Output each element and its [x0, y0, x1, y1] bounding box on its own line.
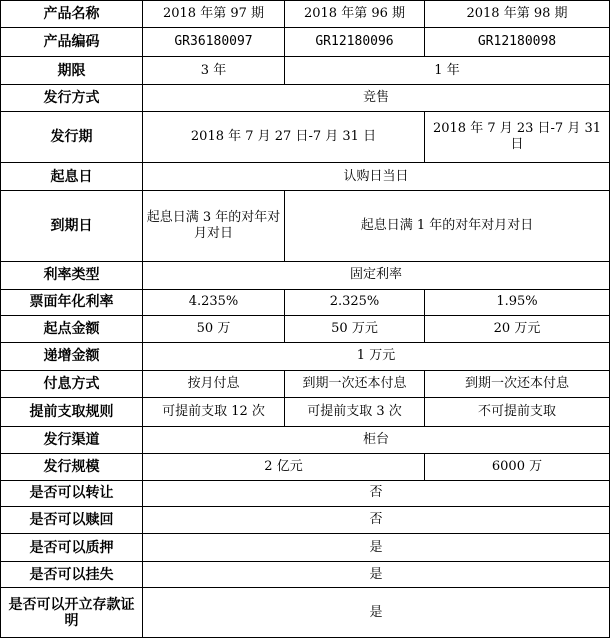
row-value-date [1, 163, 610, 191]
interest-pay-label: 付息方式 [1, 370, 143, 397]
issue-period-98: 2018 年 7 月 23 日-7 月 31 日 [425, 112, 610, 163]
product-code-98: GR12180098 [425, 28, 610, 57]
value-date-value: 认购日当日 [143, 163, 610, 191]
annual-rate-96: 2.325% [285, 289, 425, 315]
transferable-value: 否 [143, 481, 610, 507]
row-interest-pay [1, 370, 610, 397]
product-name-96: 2018 年第 96 期 [285, 1, 425, 28]
interest-pay-98: 到期一次还本付息 [425, 370, 610, 397]
maturity-date-label: 到期日 [1, 191, 143, 262]
product-code-label: 产品编码 [1, 28, 143, 57]
issue-period-label: 发行期 [1, 112, 143, 163]
pledgeable-value: 是 [143, 533, 610, 561]
issue-method-label: 发行方式 [1, 85, 143, 112]
withdrawal-96: 可提前支取 3 次 [285, 397, 425, 426]
channel-value: 柜台 [143, 426, 610, 453]
row-channel [1, 426, 610, 453]
row-maturity-date [1, 191, 610, 262]
annual-rate-98: 1.95% [425, 289, 610, 315]
annual-rate-label: 票面年化利率 [1, 289, 143, 315]
row-transferable [1, 481, 610, 507]
withdrawal-97: 可提前支取 12 次 [143, 397, 285, 426]
min-amount-97: 50 万 [143, 315, 285, 342]
rate-type-value: 固定利率 [143, 261, 610, 289]
row-term [1, 57, 610, 85]
issue-size-label: 发行规模 [1, 453, 143, 480]
interest-pay-97: 按月付息 [143, 370, 285, 397]
annual-rate-97: 4.235% [143, 289, 285, 315]
deposit-cert-label: 是否可以开立存款证明 [1, 588, 143, 638]
product-name-label: 产品名称 [1, 1, 143, 28]
row-product-name [1, 1, 610, 28]
redeemable-label: 是否可以赎回 [1, 506, 143, 533]
row-loss-report [1, 562, 610, 588]
product-name-97: 2018 年第 97 期 [143, 1, 285, 28]
term-96-98: 1 年 [285, 57, 610, 85]
row-redeemable [1, 506, 610, 533]
min-amount-96: 50 万元 [285, 315, 425, 342]
transferable-label: 是否可以转让 [1, 481, 143, 507]
increment-label: 递增金额 [1, 342, 143, 370]
value-date-label: 起息日 [1, 163, 143, 191]
interest-pay-96: 到期一次还本付息 [285, 370, 425, 397]
row-issue-method [1, 85, 610, 112]
row-rate-type [1, 261, 610, 289]
row-issue-size [1, 453, 610, 480]
row-pledgeable [1, 533, 610, 561]
row-issue-period [1, 112, 610, 163]
issue-size-97-96: 2 亿元 [143, 453, 425, 480]
deposit-cert-value: 是 [143, 588, 610, 638]
product-code-97: GR36180097 [143, 28, 285, 57]
maturity-date-97: 起息日满 3 年的对年对月对日 [143, 191, 285, 262]
maturity-date-96-98: 起息日满 1 年的对年对月对日 [285, 191, 610, 262]
row-annual-rate [1, 289, 610, 315]
issue-method-value: 竞售 [143, 85, 610, 112]
issue-size-98: 6000 万 [425, 453, 610, 480]
rate-type-label: 利率类型 [1, 261, 143, 289]
withdrawal-98: 不可提前支取 [425, 397, 610, 426]
product-name-98: 2018 年第 98 期 [425, 1, 610, 28]
row-deposit-cert [1, 588, 610, 638]
pledgeable-label: 是否可以质押 [1, 533, 143, 561]
row-product-code [1, 28, 610, 57]
term-label: 期限 [1, 57, 143, 85]
row-withdrawal [1, 397, 610, 426]
withdrawal-label: 提前支取规则 [1, 397, 143, 426]
row-min-amount [1, 315, 610, 342]
issue-period-97-96: 2018 年 7 月 27 日-7 月 31 日 [143, 112, 425, 163]
min-amount-98: 20 万元 [425, 315, 610, 342]
min-amount-label: 起点金额 [1, 315, 143, 342]
loss-report-value: 是 [143, 562, 610, 588]
product-code-96: GR12180096 [285, 28, 425, 57]
row-increment [1, 342, 610, 370]
loss-report-label: 是否可以挂失 [1, 562, 143, 588]
channel-label: 发行渠道 [1, 426, 143, 453]
redeemable-value: 否 [143, 506, 610, 533]
increment-value: 1 万元 [143, 342, 610, 370]
term-97: 3 年 [143, 57, 285, 85]
